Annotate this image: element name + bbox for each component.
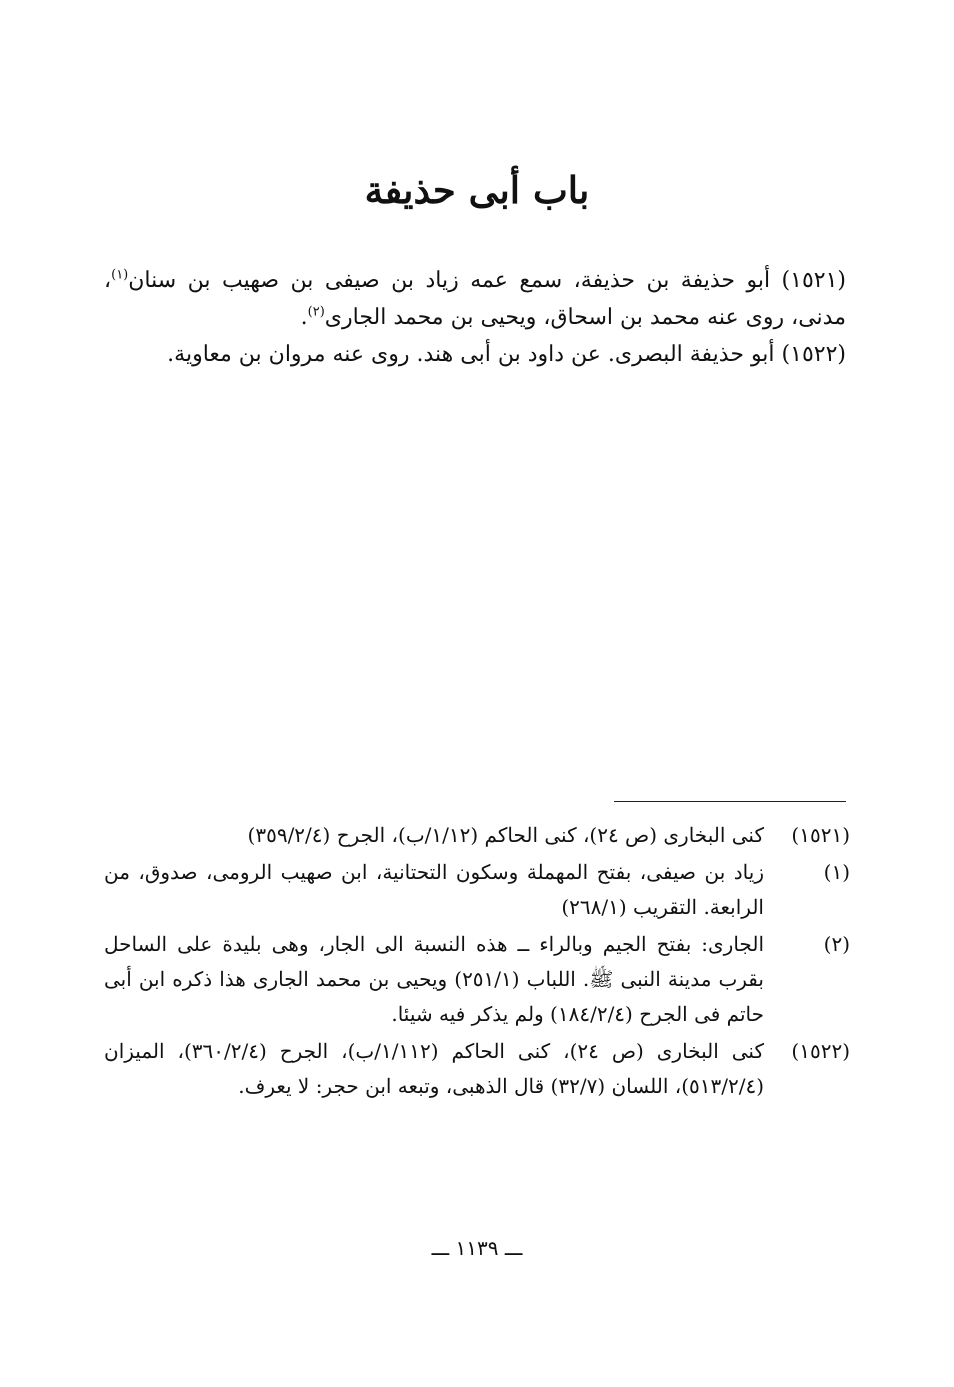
entry-text: . (300, 305, 308, 330)
footnote-text: كنى البخارى (ص ٢٤)، كنى الحاكم (١/١١٢/ب)، الجرح (٣٦٠/٢/٤)، الميزان (٥١٣/٢/٤)، اللسان (٣٢/٧) قال الذهبى، وتبعه ابن حجر: لا يعرف. (104, 1039, 764, 1098)
entry-1521 (104, 262, 846, 336)
footnote-1 (104, 855, 850, 925)
chapter-heading: باب أبى حذيفة (364, 168, 590, 212)
page-number: ـــ ١١٣٩ ـــ (431, 1236, 523, 1260)
entry-text: أبو حذيفة البصرى. عن داود بن أبى هند. روى عنه مروان بن معاوية. (167, 342, 782, 367)
footnote-1521 (104, 818, 850, 853)
footnotes (104, 818, 850, 1106)
footnote-mark: (١٥٢٢) (791, 1039, 850, 1063)
entry-text: ، مدنى، روى عنه محمد بن اسحاق، ويحيى بن محمد الجارى (104, 268, 846, 330)
entry-number: (١٥٢١) (781, 268, 846, 293)
footnote-2 (104, 927, 850, 1032)
footnote-1522 (104, 1034, 850, 1104)
footnote-separator (614, 801, 846, 802)
footnote-text: زياد بن صيفى، بفتح المهملة وسكون التحتانية، ابن صهيب الرومى، صدوق، من الرابعة. التقريب (٢٦٨/١) (104, 860, 764, 919)
footnote-mark: (١٥٢١) (791, 823, 850, 847)
main-text (104, 262, 846, 373)
entry-number: (١٥٢٢) (781, 342, 846, 367)
footnote-text: كنى البخارى (ص ٢٤)، كنى الحاكم (١/١٢/ب)، الجرح (٣٥٩/٢/٤) (247, 823, 764, 847)
entry-1522 (104, 336, 846, 373)
entry-text: أبو حذيفة بن حذيفة، سمع عمه زياد بن صيفى بن صهيب بن سنان (128, 268, 782, 293)
footnote-ref-2[interactable]: (٢) (307, 304, 325, 320)
footnote-mark: (١) (823, 860, 850, 884)
footnote-text: الجارى: بفتح الجيم وبالراء ــ هذه النسبة الى الجار، وهى بليدة على الساحل بقرب مدينة النبى ﷺ. اللباب (٢٥١/١) ويحيى بن محمد الجارى هذا ذكره ابن أبى حاتم فى الجرح (١٨٤/٢/٤) ولم يذكر فيه شيئا. (104, 932, 764, 1026)
footnote-mark: (٢) (823, 932, 850, 956)
footnote-ref-1[interactable]: (١) (111, 267, 129, 283)
